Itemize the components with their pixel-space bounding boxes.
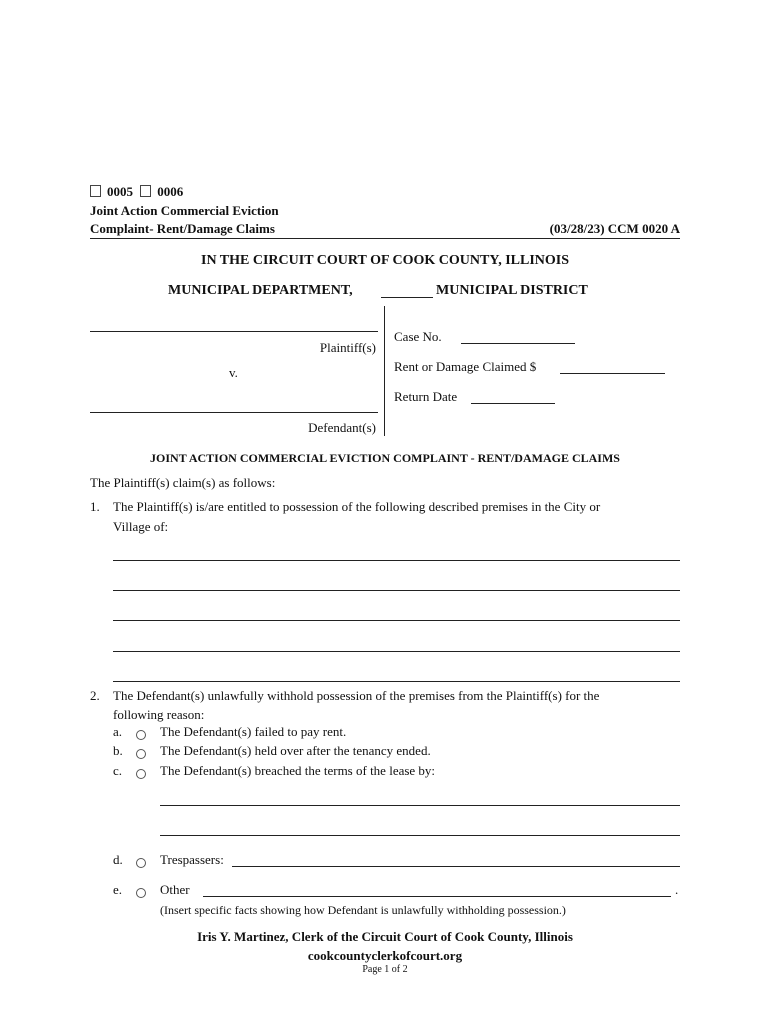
- item1-text-cont: Village of:: [113, 519, 169, 534]
- option-e-letter: e.: [113, 882, 123, 897]
- item2-text: The Defendant(s) unlawfully withhold possession of the premises from the Plaintiff(s) for the: [113, 688, 600, 703]
- option-c-radio[interactable]: [136, 766, 146, 784]
- return-date-label: Return Date: [394, 389, 458, 404]
- clerk-website[interactable]: cookcountyclerkofcourt.org: [307, 948, 463, 963]
- breach-detail-line[interactable]: [160, 835, 680, 836]
- breach-detail-line[interactable]: [160, 805, 680, 806]
- code-0006: 0006: [157, 184, 184, 199]
- code-0005: 0005: [107, 184, 133, 199]
- premises-line[interactable]: [113, 651, 680, 652]
- header-line1: Joint Action Commercial Eviction: [90, 203, 279, 218]
- premises-line[interactable]: [113, 590, 680, 591]
- defendant-label: Defendant(s): [308, 420, 376, 435]
- district-label: MUNICIPAL DISTRICT: [436, 283, 588, 298]
- form-id: (03/28/23) CCM 0020 A: [549, 221, 680, 236]
- complaint-title: JOINT ACTION COMMERCIAL EVICTION COMPLAINT - RENT/DAMAGE CLAIMS: [150, 451, 620, 465]
- department-label: MUNICIPAL DEPARTMENT,: [168, 283, 353, 298]
- option-d-text: Trespassers:: [160, 852, 224, 867]
- option-d-letter: d.: [113, 852, 123, 867]
- case-no-label: Case No.: [394, 329, 442, 344]
- option-c-text: The Defendant(s) breached the terms of the lease by:: [160, 763, 436, 778]
- premises-line[interactable]: [113, 560, 680, 561]
- header-rule: [90, 238, 680, 239]
- checkbox-0005[interactable]: [90, 185, 101, 197]
- case-no-field[interactable]: [461, 343, 575, 344]
- item2-text-cont: following reason:: [113, 707, 205, 722]
- option-a-radio[interactable]: [136, 727, 146, 745]
- intro-text: The Plaintiff(s) claim(s) as follows:: [90, 475, 276, 490]
- option-e-text: Other: [160, 882, 190, 897]
- defendant-name-line[interactable]: [90, 412, 378, 413]
- district-blank[interactable]: [381, 297, 433, 298]
- item2-number: 2.: [90, 688, 100, 703]
- option-b-text: The Defendant(s) held over after the tenancy ended.: [160, 743, 431, 758]
- trespassers-field[interactable]: [232, 866, 680, 867]
- clerk-name: Iris Y. Martinez, Clerk of the Circuit Court of Cook County, Illinois: [197, 929, 573, 944]
- insert-note: (Insert specific facts showing how Defendant is unlawfully withholding possession.): [160, 903, 566, 917]
- premises-line[interactable]: [113, 681, 680, 682]
- other-field[interactable]: [203, 896, 671, 897]
- option-d-radio[interactable]: [136, 855, 146, 873]
- form-codes: [90, 184, 183, 200]
- option-c-letter: c.: [113, 763, 123, 778]
- rent-claimed-field[interactable]: [560, 373, 665, 374]
- option-a-letter: a.: [113, 724, 123, 739]
- item1-number: 1.: [90, 499, 100, 514]
- other-period: .: [675, 882, 679, 897]
- caption-divider: [384, 306, 385, 436]
- premises-line[interactable]: [113, 620, 680, 621]
- plaintiff-name-line[interactable]: [90, 331, 378, 332]
- option-a-text: The Defendant(s) failed to pay rent.: [160, 724, 347, 739]
- return-date-field[interactable]: [471, 403, 555, 404]
- option-b-radio[interactable]: [136, 746, 146, 764]
- versus-label: v.: [229, 365, 238, 380]
- option-b-letter: b.: [113, 743, 123, 758]
- checkbox-0006[interactable]: [140, 185, 151, 197]
- option-e-radio[interactable]: [136, 885, 146, 903]
- rent-claimed-label: Rent or Damage Claimed $: [394, 359, 537, 374]
- plaintiff-label: Plaintiff(s): [319, 340, 376, 355]
- item1-text: The Plaintiff(s) is/are entitled to possession of the following described premises in the City or: [113, 499, 601, 514]
- court-title: IN THE CIRCUIT COURT OF COOK COUNTY, ILLINOIS: [201, 253, 569, 268]
- header-line2: Complaint- Rent/Damage Claims: [90, 221, 275, 236]
- page-number: Page 1 of 2: [362, 964, 408, 975]
